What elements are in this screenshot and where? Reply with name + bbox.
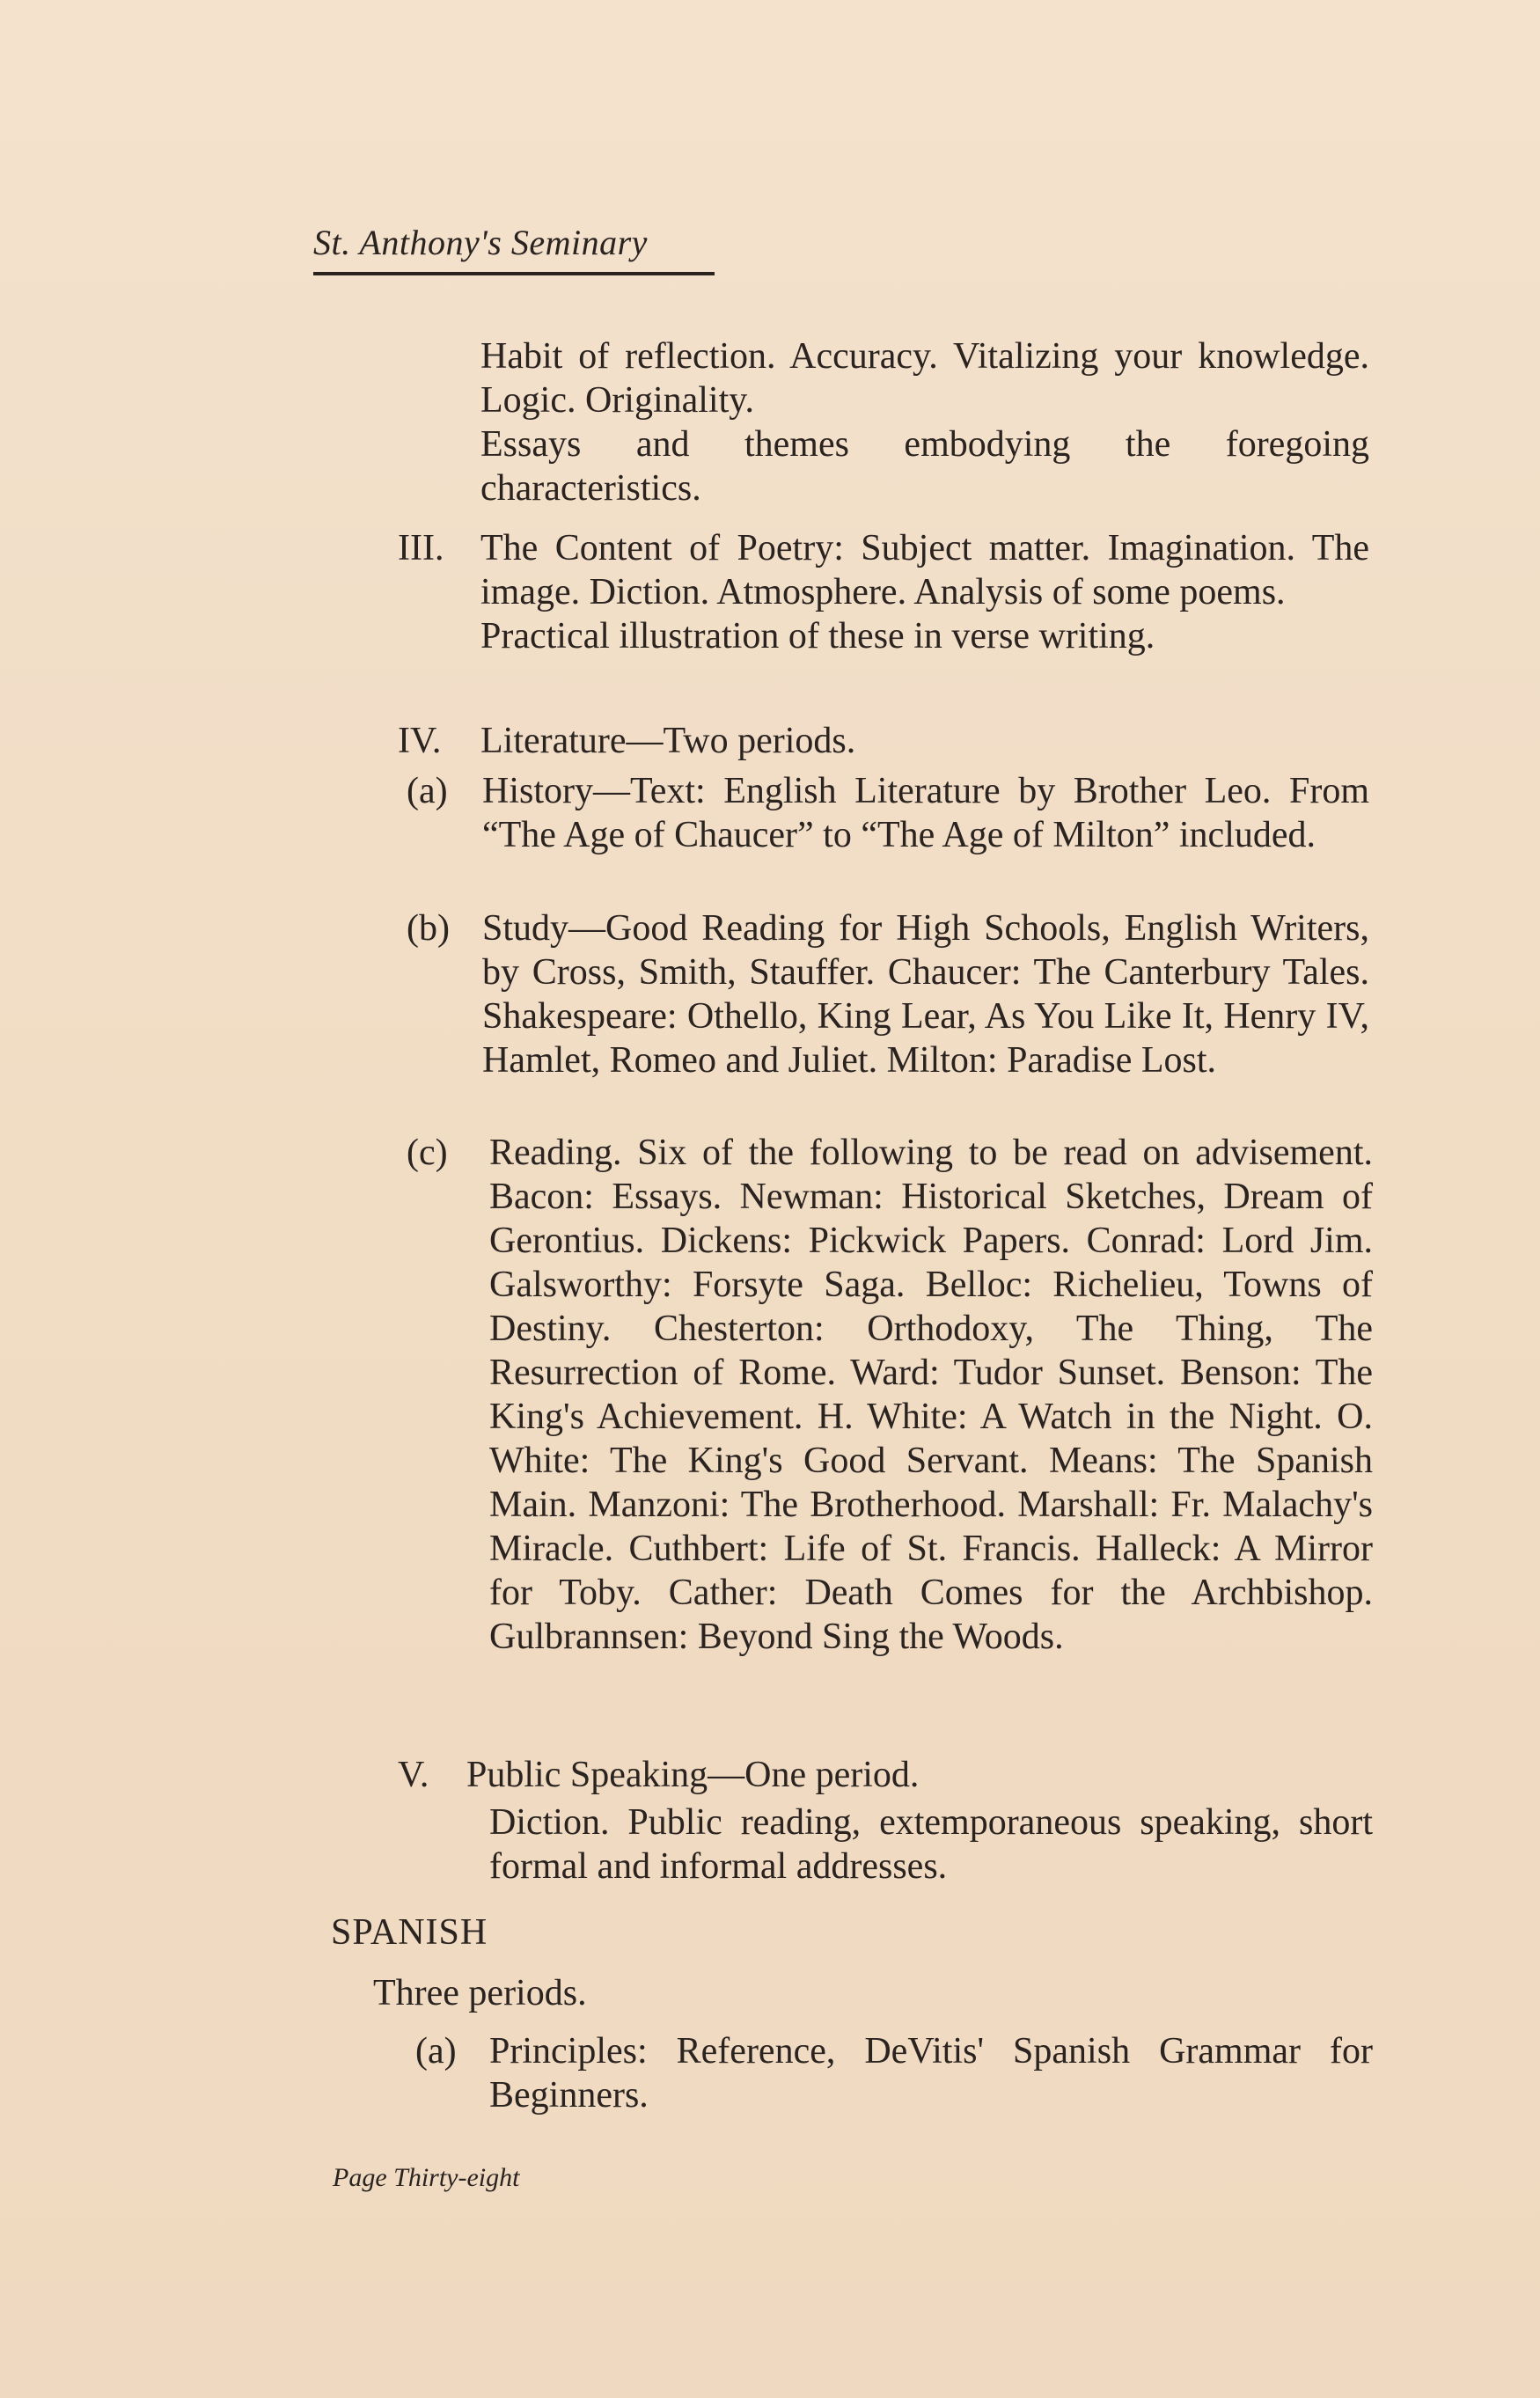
- intro-block: [480, 334, 1369, 510]
- spanish-heading: SPANISH: [331, 1912, 488, 1953]
- subsection-b-block: [482, 906, 1369, 1082]
- intro-paragraph-2: Essays and themes embodying the foregoing characteristics.: [480, 424, 1369, 509]
- section-iii-paragraph-2: Practical illustration of these in verse writing.: [480, 616, 1155, 656]
- subsection-a-block: [482, 769, 1369, 857]
- section-v-block: [466, 1753, 1373, 1797]
- section-v-title: Public Speaking—One period.: [466, 1755, 920, 1795]
- subsection-c-block: [489, 1131, 1373, 1659]
- subsection-a-label: (a): [407, 771, 448, 811]
- subsection-c-text: Reading. Six of the following to be read on advisement. Bacon: Essays. Newman: Historical Sketches, Dream of Gerontius. Dickens: Pickwick Papers. Conrad: Lord Jim. Galsworthy: Forsyte Saga. Belloc: Richelieu, Towns of Destiny. Chesterton: Orthodoxy, The Thing, The Resurrection of Rome. Ward: Tudor Sunset. Benson: The King's Achievement. H. White: A Watch in the Night. O. White: The King's Good Servant. Means: The Spanish Main. Manzoni: The Brotherhood. Marshall: Fr. Malachy's Miracle. Cuthbert: Life of St. Francis. Halleck: A Mirror for Toby. Cather: Death Comes for the Archbishop. Gulbrannsen: Beyond Sing the Woods.: [489, 1133, 1373, 1657]
- spanish-a-label: (a): [415, 2031, 457, 2072]
- section-v-number: V.: [398, 1755, 429, 1795]
- subsection-a-text: History—Text: English Literature by Brother Leo. From “The Age of Chaucer” to “The Age of Milton” included.: [482, 771, 1369, 855]
- section-iii-block: [480, 526, 1369, 658]
- header-rule: [313, 272, 715, 275]
- spanish-a-block: [489, 2029, 1373, 2117]
- spanish-periods-block: [373, 1971, 1077, 2015]
- section-iii-paragraph-1: The Content of Poetry: Subject matter. Imagination. The image. Diction. Atmosphere. Analysis of some poems.: [480, 528, 1369, 612]
- subsection-b-text: Study—Good Reading for High Schools, English Writers, by Cross, Smith, Stauffer. Chaucer: The Canterbury Tales. Shakespeare: Othello, King Lear, As You Like It, Henry IV, Hamlet, Romeo and Juliet. Milton: Paradise Lost.: [482, 908, 1369, 1081]
- subsection-c-label: (c): [407, 1133, 448, 1173]
- section-iv-title: Literature—Two periods.: [480, 721, 856, 761]
- subsection-b-label: (b): [407, 908, 450, 949]
- intro-paragraph-1: Habit of reflection. Accuracy. Vitalizing your knowledge. Logic. Originality.: [480, 336, 1369, 421]
- section-v-text: Diction. Public reading, extemporaneous speaking, short formal and informal addresses.: [489, 1802, 1373, 1887]
- section-v-body: [489, 1800, 1373, 1888]
- spanish-a-text: Principles: Reference, DeVitis' Spanish Grammar for Beginners.: [489, 2031, 1373, 2116]
- page-footer: Page Thirty-eight: [333, 2163, 520, 2192]
- spanish-periods: Three periods.: [373, 1973, 587, 2013]
- section-iii-number: III.: [398, 528, 444, 568]
- section-iv-number: IV.: [398, 721, 442, 761]
- section-iv-block: [480, 719, 1369, 763]
- running-header: St. Anthony's Seminary: [313, 223, 648, 262]
